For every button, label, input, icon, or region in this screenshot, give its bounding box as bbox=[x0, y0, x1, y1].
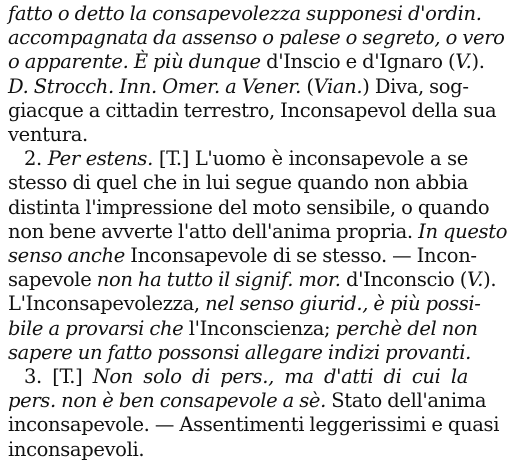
italic-text-run: o apparente. bbox=[8, 50, 134, 74]
text-line bbox=[8, 340, 472, 365]
dictionary-entry-text bbox=[8, 2, 507, 462]
text-run: non bene avverte l'atto dell'anima propria. bbox=[8, 219, 419, 243]
italic-text-run: sapere un fatto possonsi allegare indizi provanti. bbox=[8, 340, 472, 364]
text-line bbox=[8, 413, 500, 437]
text-run: ( bbox=[301, 74, 314, 98]
text-line bbox=[8, 123, 468, 147]
text-line bbox=[8, 219, 507, 244]
text-run: 3. [T.] bbox=[24, 365, 93, 389]
italic-text-run: Vian. bbox=[313, 74, 363, 98]
italic-text-run: V. bbox=[455, 50, 472, 74]
text-line bbox=[8, 268, 497, 292]
text-line bbox=[8, 98, 497, 123]
text-run: 2. bbox=[24, 147, 48, 171]
text-run: inconsapevole. — Assentimenti leggerissimi e quasi bbox=[8, 413, 500, 437]
italic-text-run: senso anche bbox=[8, 244, 125, 268]
text-run: d'Inconscio ( bbox=[340, 268, 467, 292]
text-line bbox=[8, 26, 505, 50]
italic-text-run: V. bbox=[466, 268, 484, 292]
italic-text-run: bile a provarsi che bbox=[8, 316, 184, 340]
text-run: L'Inconsapevolezza, bbox=[8, 292, 206, 316]
text-line bbox=[8, 316, 478, 341]
text-run: ventura. bbox=[8, 123, 88, 147]
italic-text-run: D. Strocch. Inn. Omer. a Vener. bbox=[8, 74, 301, 98]
text-run: ) Diva, sog- bbox=[362, 74, 469, 98]
text-line bbox=[8, 171, 468, 195]
text-run: stesso di quel che in lui segue quando non abbia bbox=[8, 171, 468, 195]
text-line bbox=[8, 75, 468, 99]
text-run: giacque a cittadin terrestro, Inconsapevol della sua bbox=[8, 98, 497, 122]
text-line bbox=[8, 244, 477, 268]
text-run: ). bbox=[483, 268, 497, 292]
text-run: l'Inconscienza; bbox=[183, 316, 336, 340]
italic-text-run: pers. non è ben consapevole a sè. bbox=[8, 389, 326, 413]
text-line bbox=[8, 2, 482, 26]
text-run: distinta l'impressione del moto sensibile, o quando bbox=[8, 195, 490, 219]
text-run: Stato dell'anima bbox=[325, 389, 487, 413]
italic-text-run: nel senso giurid., è più possi- bbox=[205, 292, 481, 316]
italic-text-run: È più dunque bbox=[133, 50, 267, 74]
italic-text-run: fatto o detto la consapevolezza supponesi d'ordin. bbox=[8, 2, 482, 25]
italic-text-run: Non solo di pers., ma d'atti di cui la bbox=[92, 365, 468, 389]
italic-text-run: perchè del non bbox=[335, 316, 478, 340]
italic-text-run: Per estens. bbox=[47, 147, 153, 171]
italic-text-run: In questo bbox=[418, 219, 507, 243]
text-run: [T.] L'uomo è inconsapevole a se bbox=[152, 147, 468, 171]
text-run: Inconsapevole di se stesso. — Incon- bbox=[124, 244, 477, 268]
text-run: sapevole bbox=[8, 268, 97, 292]
text-line bbox=[8, 438, 468, 462]
sense-2-start-line bbox=[8, 147, 468, 171]
text-line bbox=[8, 50, 485, 74]
italic-text-run: non ha tutto il signif. mor. bbox=[96, 268, 341, 292]
text-line bbox=[8, 292, 481, 316]
text-line bbox=[8, 389, 487, 413]
italic-text-run: accompagnata da assenso o palese o segreto, o vero bbox=[8, 26, 505, 50]
text-run: d'Inscio e d'Ignaro ( bbox=[266, 50, 456, 74]
text-line bbox=[8, 195, 490, 220]
sense-3-start-line bbox=[8, 365, 468, 389]
text-run: ). bbox=[471, 50, 485, 74]
text-run: inconsapevoli. bbox=[8, 437, 145, 461]
